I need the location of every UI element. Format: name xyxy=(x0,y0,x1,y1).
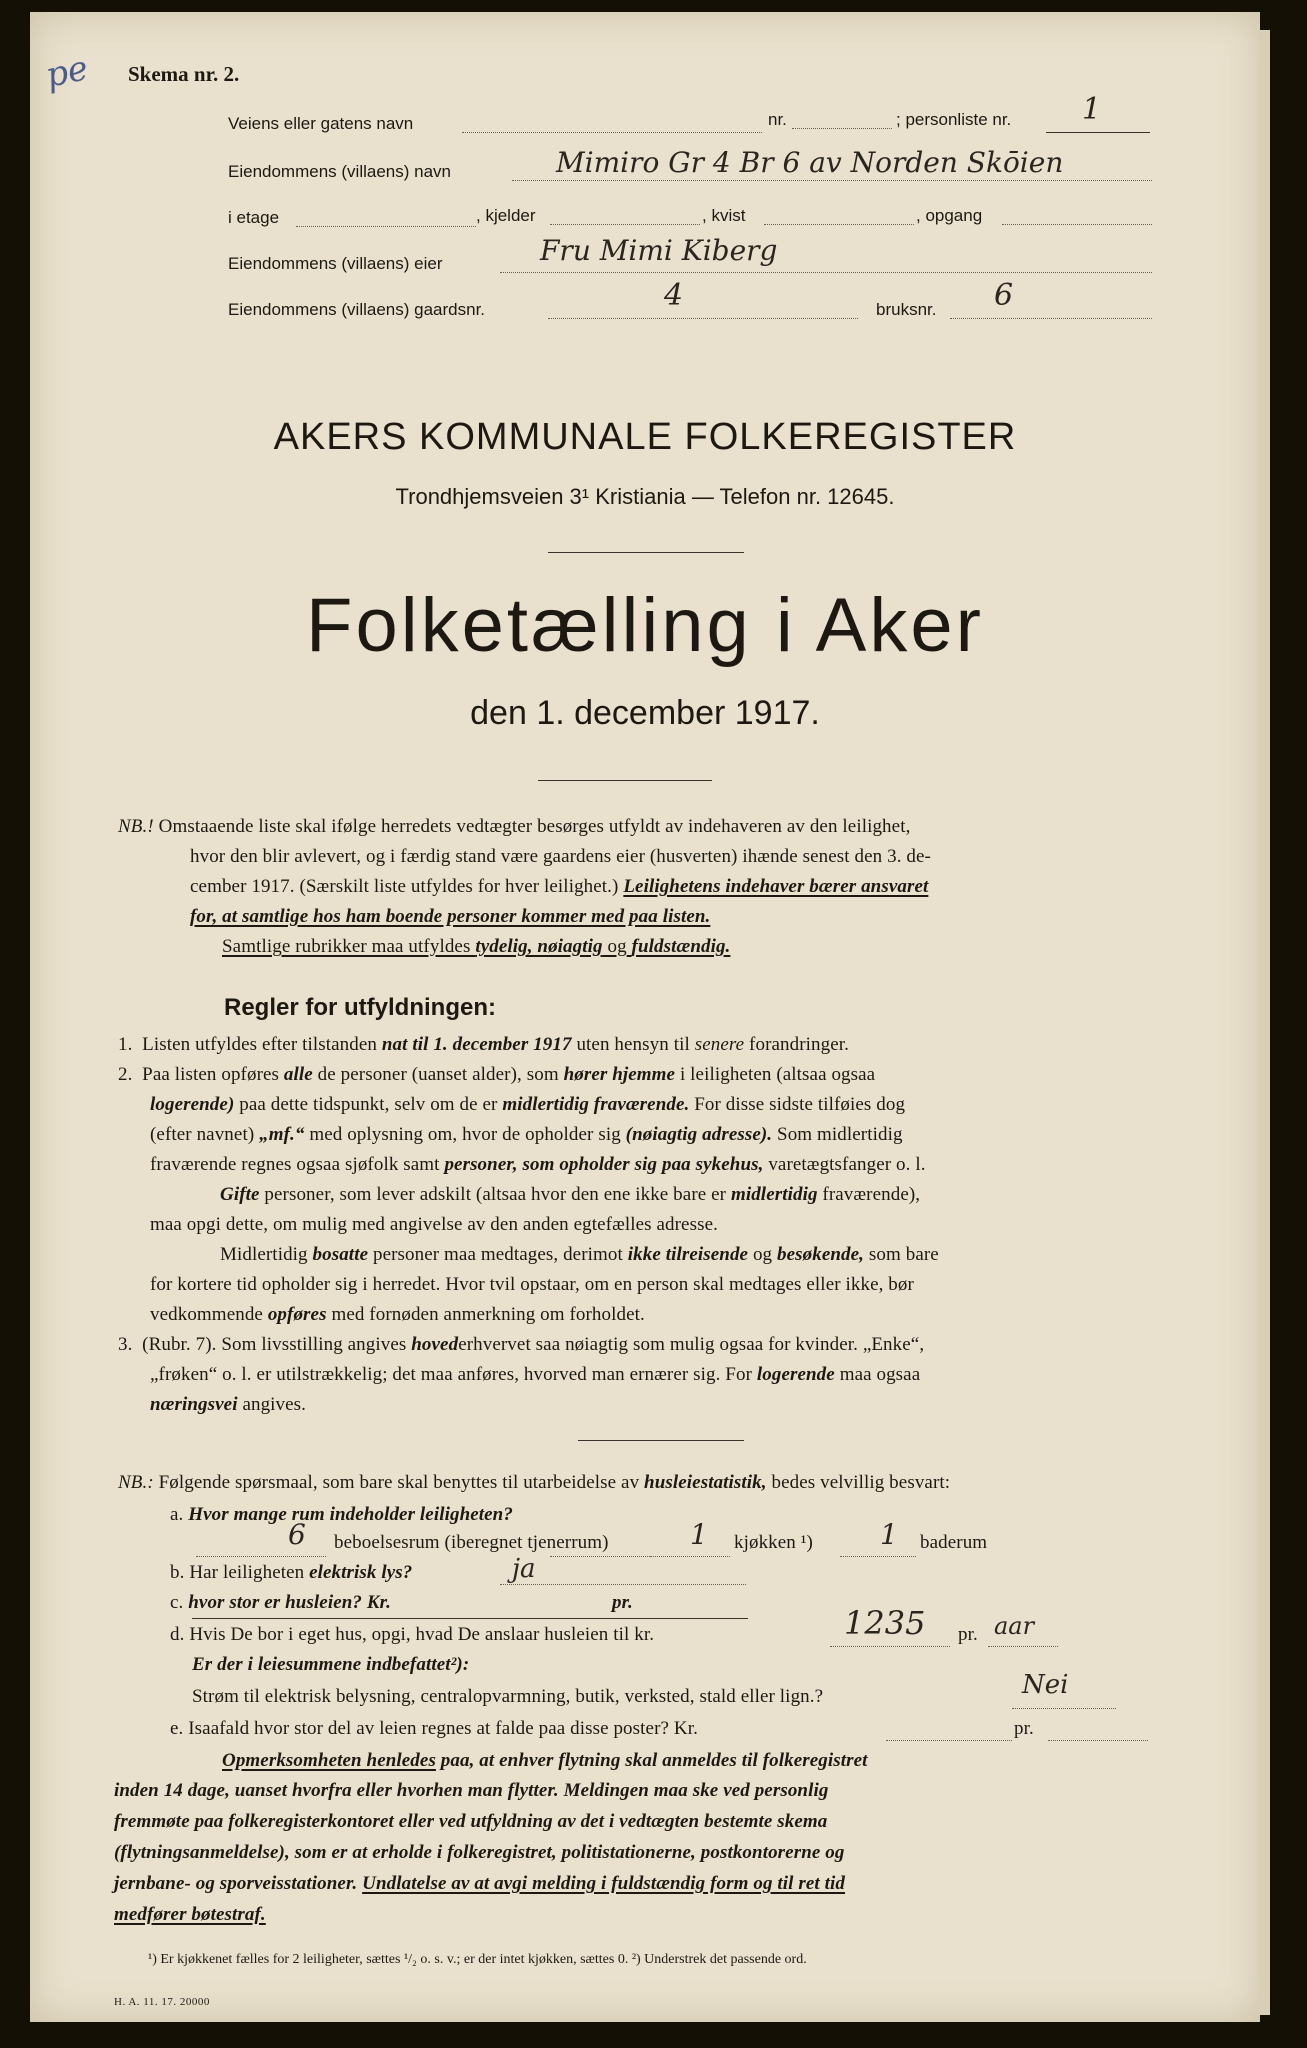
included-items-value: Nei xyxy=(1022,1670,1069,1700)
bruksnr-label: bruksnr. xyxy=(876,300,937,319)
rule-2-l6: maa opgi dette, om mulig med angivelse av den anden egtefælles adresse. xyxy=(150,1214,718,1235)
notice-l4: (flytningsanmeldelse), som er at erholde i folkeregistret, politistationerne, postkontorerne og xyxy=(114,1842,845,1863)
rule-2-l4b: personer, som opholder sig paa sykehus, xyxy=(444,1154,764,1175)
rule-3-number: 3. xyxy=(118,1334,133,1355)
question-c-text: hvor stor er husleien? Kr. xyxy=(188,1592,391,1613)
question-c xyxy=(170,1592,391,1614)
rule-3-l1b: hoved xyxy=(411,1334,459,1355)
notice-l5b: Undlatelse av at avgi melding i fuldstændig form og til ret tid xyxy=(362,1873,846,1894)
census-date: den 1. december 1917. xyxy=(470,694,820,732)
property-name-line xyxy=(512,180,1152,181)
rule-2-l1c: de personer (uanset alder), som xyxy=(317,1064,559,1085)
rule-2-l5a: Gifte xyxy=(220,1184,260,1205)
kvist-line xyxy=(764,224,914,225)
question-c-label: c. xyxy=(170,1592,184,1613)
rule-1-text-c: uten hensyn til xyxy=(576,1034,690,1055)
nb2-intro-c: bedes velvillig besvart: xyxy=(771,1472,951,1493)
question-b-label: b. xyxy=(170,1562,185,1583)
office-title: AKERS KOMMUNALE FOLKEREGISTER xyxy=(273,416,1017,458)
rule-3-l2a: „frøken“ o. l. er utilstrækkelig; det maa anføres, hvorved man ernærer sig. For xyxy=(150,1364,753,1385)
question-e-kr-line xyxy=(886,1740,1012,1741)
rule-2-l7f: besøkende, xyxy=(777,1244,865,1265)
nb2-intro xyxy=(118,1472,950,1494)
rule-1-text-a: Listen utfyldes efter tilstanden xyxy=(142,1034,377,1055)
electric-light-value: ja xyxy=(512,1554,536,1584)
rule-1-text-b: nat til 1. december 1917 xyxy=(381,1034,572,1055)
rule-2-l3d: (nøiagtig adresse). xyxy=(625,1124,773,1145)
rule-2-l2d: For disse sidste tilføies dog xyxy=(694,1094,906,1115)
nb1-line5c: og xyxy=(607,936,627,957)
question-d xyxy=(170,1624,654,1646)
rule-2-l7a: Midlertidig xyxy=(220,1244,308,1265)
rule-2-l3c: med oplysning om, hvor de opholder sig xyxy=(309,1124,621,1145)
rule-2-l8: for kortere tid opholder sig i herredet. Hvor tvil opstaar, om en person skal medtages eller ikke, bør xyxy=(150,1274,914,1295)
rule-2-l7c: personer maa medtages, derimot xyxy=(372,1244,623,1265)
rule-1-text-d: senere xyxy=(694,1034,745,1055)
main-title: Folketælling i Aker xyxy=(306,583,984,668)
question-d-pr: pr. xyxy=(958,1624,978,1645)
question-c-underline xyxy=(192,1618,748,1619)
gaardsnr-label: Eiendommens (villaens) gaardsnr. xyxy=(228,300,486,319)
rule-2-l2c: midlertidig fraværende. xyxy=(502,1094,690,1115)
rule-2-l7d: ikke tilreisende xyxy=(627,1244,749,1265)
rule-2-l7b: bosatte xyxy=(312,1244,369,1265)
question-b-text-a: Har leiligheten xyxy=(189,1562,305,1583)
personliste-line xyxy=(1046,132,1150,133)
nr-line xyxy=(792,128,892,129)
question-b xyxy=(170,1562,412,1584)
rules-heading: Regler for utfyldningen: xyxy=(224,994,496,1021)
page-edge xyxy=(1258,30,1270,2015)
rule-2-number: 2. xyxy=(118,1064,133,1085)
notice-l5a: jernbane- og sporveisstationer. xyxy=(114,1873,358,1894)
printer-mark: H. A. 11. 17. 20000 xyxy=(114,1996,210,2008)
question-c-pr: pr. xyxy=(612,1592,633,1613)
moving-notice xyxy=(114,1750,1174,1940)
rule-2-l1d: hører hjemme xyxy=(563,1064,676,1085)
gaardsnr-line xyxy=(548,318,858,319)
rule-2-l3e: Som midlertidig xyxy=(777,1124,903,1145)
rule-2-l4c: varetægtsfanger o. l. xyxy=(768,1154,926,1175)
question-e xyxy=(170,1718,698,1740)
rooms-value: 6 xyxy=(288,1518,306,1551)
property-name-label: Eiendommens (villaens) navn xyxy=(228,162,451,181)
rooms-line xyxy=(196,1556,326,1557)
rule-2-l2a: logerende) xyxy=(150,1094,235,1115)
rent-estimate-value: 1235 xyxy=(844,1604,926,1642)
nb2-intro-a: Følgende spørsmaal, som bare skal benyttes til utarbeidelse av xyxy=(158,1472,640,1493)
nb1-line5b: tydelig, nøiagtig xyxy=(475,936,603,957)
question-e-label: e. xyxy=(170,1718,184,1739)
rule-2-l5d: fraværende), xyxy=(822,1184,921,1205)
rooms-label-line xyxy=(550,1556,650,1557)
rule-2-l1a: Paa listen opføres xyxy=(142,1064,280,1085)
bath-line xyxy=(840,1556,916,1557)
bruksnr-line xyxy=(950,318,1152,319)
rule-3-l1a: (Rubr. 7). Som livsstilling angives xyxy=(142,1334,407,1355)
question-a xyxy=(170,1504,513,1526)
footnote: ¹) Er kjøkkenet fælles for 2 leiligheter, sættes ¹/₂ o. s. v.; er der intet kjøkken, sættes 0. ²) Understrek det passende ord. xyxy=(148,1952,807,1967)
question-a-label: a. xyxy=(170,1504,184,1525)
opgang-line xyxy=(1002,224,1152,225)
bath-value: 1 xyxy=(880,1518,898,1551)
divider-3 xyxy=(578,1440,744,1441)
rule-2-l9a: vedkommende xyxy=(150,1304,263,1325)
rule-2-l2b: paa dette tidspunkt, selv om de er xyxy=(239,1094,498,1115)
rule-1-number: 1. xyxy=(118,1034,133,1055)
street-label: Veiens eller gatens navn xyxy=(228,114,414,133)
rules-block xyxy=(118,1034,1178,1434)
nb1-line4: for, at samtlige hos ham boende personer kommer med paa listen. xyxy=(190,906,711,927)
question-d-included: Er der i leiesummene indbefattet²): xyxy=(192,1654,470,1675)
rule-2-l5b: personer, som lever adskilt (altsaa hvor den ene ikke bare er xyxy=(264,1184,727,1205)
rooms-label: beboelsesrum (iberegnet tjenerrum) xyxy=(334,1532,609,1553)
question-b-line xyxy=(500,1584,746,1585)
rule-2-l5c: midlertidig xyxy=(730,1184,818,1205)
rule-2-l3b: „mf.“ xyxy=(259,1124,305,1145)
etage-label: i etage xyxy=(228,208,280,227)
rule-3-l2c: maa ogsaa xyxy=(839,1364,921,1385)
rule-1-text-e: forandringer. xyxy=(749,1034,850,1055)
nb1-line5a: Samtlige rubrikker maa utfyldes xyxy=(222,936,471,957)
kvist-label: , kvist xyxy=(702,206,746,225)
office-address: Trondhjemsveien 3¹ Kristiania — Telefon nr. 12645. xyxy=(395,484,895,509)
nr-label: nr. xyxy=(768,110,787,129)
rule-2-l3a: (efter navnet) xyxy=(150,1124,255,1145)
nb1-label: NB.! xyxy=(118,816,154,837)
nb1-line3b: Leilighetens indehaver bærer ansvaret xyxy=(623,876,929,897)
rule-2-l7g: som bare xyxy=(868,1244,939,1265)
included-items-line xyxy=(1012,1708,1116,1709)
personliste-value: 1 xyxy=(1082,92,1102,127)
notice-l2: inden 14 dage, uanset hvorfra eller hvorhen man flytter. Meldingen maa ske ved personlig xyxy=(114,1780,829,1801)
owner-value: Fru Mimi Kiberg xyxy=(540,234,778,267)
notice-l6: medfører bøtestraf. xyxy=(114,1904,266,1925)
skema-label: Skema nr. 2. xyxy=(128,62,240,86)
rule-2-l7e: og xyxy=(752,1244,773,1265)
rule-3-l3a: næringsvei xyxy=(150,1394,238,1415)
kitchen-line xyxy=(650,1556,730,1557)
nb1-line5d: fuldstændig. xyxy=(631,936,731,957)
street-line xyxy=(462,132,762,133)
rule-3-l1c: erhvervet saa nøiagtig som mulig ogsaa for kvinder. „Enke“, xyxy=(458,1334,925,1355)
bruksnr-value: 6 xyxy=(994,278,1014,313)
rent-estimate-line xyxy=(830,1646,950,1647)
personliste-label: ; personliste nr. xyxy=(896,110,1012,129)
rent-period-line xyxy=(988,1646,1058,1647)
kjelder-label: , kjelder xyxy=(476,206,536,225)
nb1-line1: Omstaaende liste skal ifølge herredets vedtægter besørges utfyldt av indehaveren av den leilighet, xyxy=(158,816,911,837)
rule-2-l9c: med fornøden anmerkning om forholdet. xyxy=(331,1304,645,1325)
rent-period-value: aar xyxy=(994,1612,1035,1640)
divider-2 xyxy=(538,780,712,781)
nb2-label: NB.: xyxy=(118,1472,154,1493)
owner-line xyxy=(500,272,1152,273)
notice-l1a: Opmerksomheten henledes xyxy=(222,1750,436,1771)
question-b-text-b: elektrisk lys? xyxy=(309,1562,413,1583)
gaardsnr-value: 4 xyxy=(664,278,684,313)
nb2-intro-b: husleiestatistik, xyxy=(644,1472,767,1493)
rule-2-l1e: i leiligheten (altsaa ogsaa xyxy=(679,1064,876,1085)
question-a-text: Hvor mange rum indeholder leiligheten? xyxy=(188,1504,513,1525)
owner-label: Eiendommens (villaens) eier xyxy=(228,254,443,273)
question-d-label: d. xyxy=(170,1624,185,1645)
etage-line xyxy=(296,226,476,227)
pencil-mark: pe xyxy=(42,48,92,96)
question-e-pr-line xyxy=(1048,1740,1148,1741)
rule-3-l2b: logerende xyxy=(756,1364,835,1385)
property-name-value: Mimiro Gr 4 Br 6 av Norden Skōien xyxy=(556,146,1064,179)
divider-1 xyxy=(548,552,744,553)
notice-l1b: paa, at enhver flytning skal anmeldes til folkeregistret xyxy=(440,1750,868,1771)
kitchen-value: 1 xyxy=(690,1518,708,1551)
kitchen-label: kjøkken ¹) xyxy=(734,1532,813,1553)
kjelder-line xyxy=(550,224,700,225)
opgang-label: , opgang xyxy=(916,206,983,225)
question-d-text: Hvis De bor i eget hus, opgi, hvad De anslaar husleien til kr. xyxy=(189,1624,655,1645)
notice-l3: fremmøte paa folkeregisterkontoret eller ved utfyldning av det i vedtægten bestemte skema xyxy=(114,1811,828,1832)
nb1-line2: hvor den blir avlevert, og i færdig stand være gaardens eier (husverten) ihænde senest den 3. de- xyxy=(190,846,931,867)
question-e-text: Isaafald hvor stor del av leien regnes at falde paa disse poster? Kr. xyxy=(188,1718,698,1739)
nb1-line3a: cember 1917. (Særskilt liste utfyldes for hver leilighet.) xyxy=(190,876,619,897)
rule-2-l1b: alle xyxy=(283,1064,313,1085)
rule-2-l4a: fraværende regnes ogsaa sjøfolk samt xyxy=(150,1154,440,1175)
question-e-pr: pr. xyxy=(1014,1718,1034,1739)
rule-3-l3b: angives. xyxy=(242,1394,307,1415)
question-d-items: Strøm til elektrisk belysning, centralopvarmning, butik, verksted, stald eller lign.? xyxy=(192,1686,824,1707)
bath-label: baderum xyxy=(920,1532,988,1553)
rule-2-l9b: opføres xyxy=(267,1304,327,1325)
